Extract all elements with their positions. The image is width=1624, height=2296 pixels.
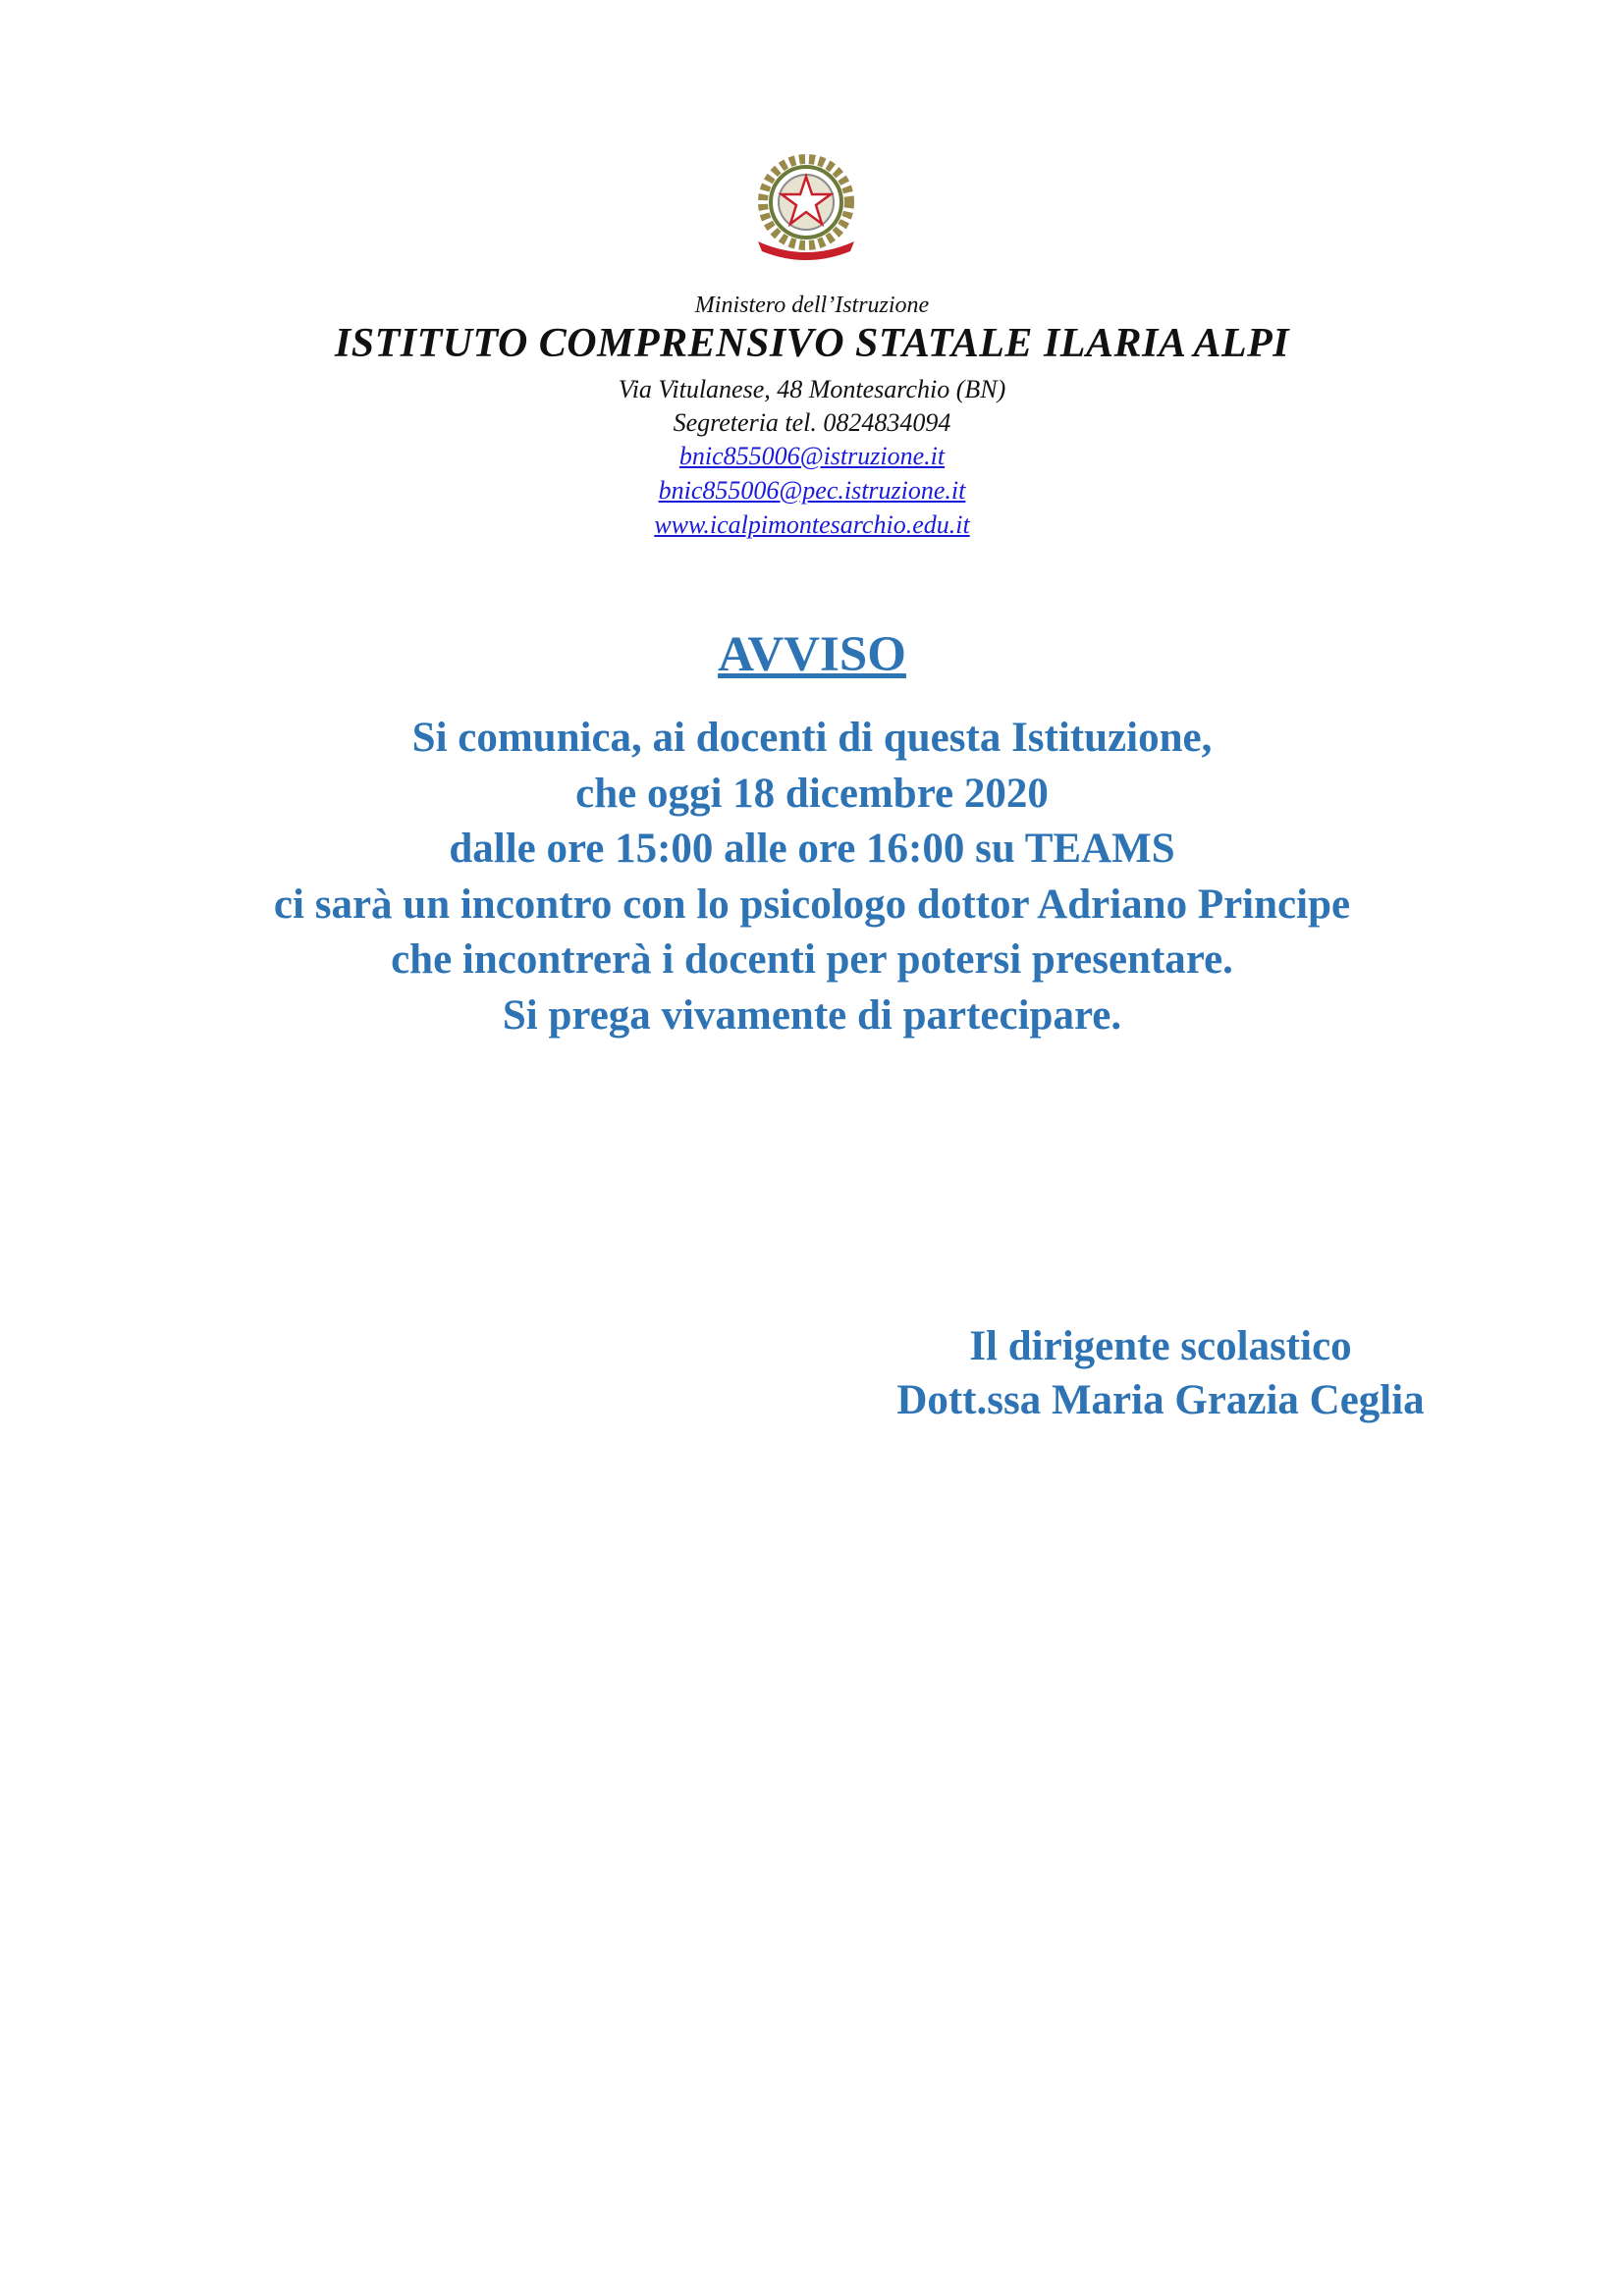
- notice-title: AVVISO: [718, 627, 906, 682]
- school-phone: Segreteria tel. 0824834094: [673, 408, 951, 437]
- website-link[interactable]: www.icalpimontesarchio.edu.it: [654, 510, 970, 539]
- notice-line: Si prega vivamente di partecipare.: [502, 991, 1122, 1039]
- notice-line: Si comunica, ai docenti di questa Istituzione,: [411, 715, 1213, 761]
- italian-republic-emblem-icon: [748, 147, 864, 265]
- notice-line: che incontrerà i docenti per potersi presentare.: [391, 936, 1233, 983]
- email-link[interactable]: bnic855006@istruzione.it: [678, 442, 946, 470]
- notice-line: dalle ore 15:00 alle ore 16:00 su TEAMS: [449, 826, 1175, 872]
- ministry-name: Ministero dell’Istruzione: [694, 293, 930, 318]
- school-address: Via Vitulanese, 48 Montesarchio (BN): [618, 375, 1006, 403]
- pec-email-link[interactable]: bnic855006@pec.istruzione.it: [658, 476, 966, 505]
- notice-body: [0, 711, 1624, 1043]
- signatory-name: Dott.ssa Maria Grazia Ceglia: [896, 1377, 1425, 1423]
- signatory-role: Il dirigente scolastico: [969, 1323, 1352, 1369]
- notice-line: ci sarà un incontro con lo psicologo dottor Adriano Principe: [273, 881, 1351, 928]
- notice-line: che oggi 18 dicembre 2020: [575, 770, 1049, 817]
- school-name: ISTITUTO COMPRENSIVO STATALE ILARIA ALPI: [334, 321, 1290, 366]
